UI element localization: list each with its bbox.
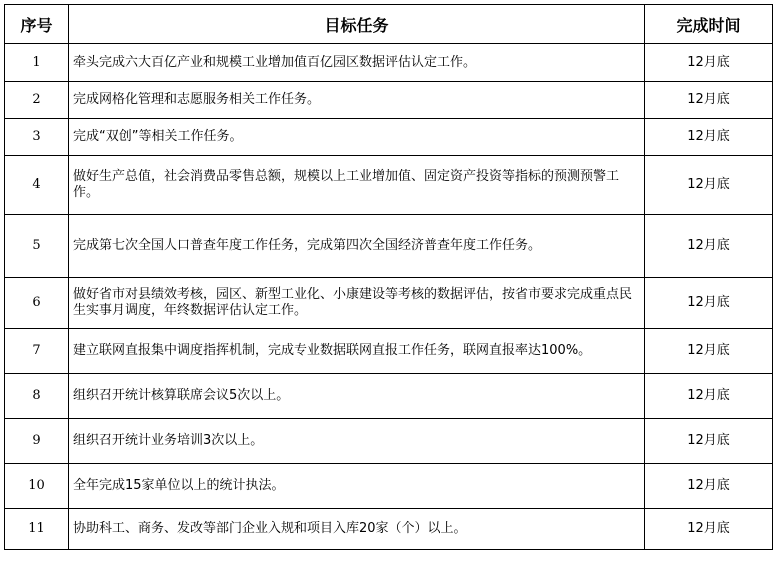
- row-number: 7: [5, 329, 69, 374]
- table-row: [5, 119, 773, 156]
- row-task: 完成“双创”等相关工作任务。: [69, 119, 645, 156]
- header-task: 目标任务: [69, 5, 645, 44]
- row-number: 10: [5, 464, 69, 509]
- row-number: 4: [5, 156, 69, 215]
- table-row: [5, 509, 773, 550]
- row-task: 做好生产总值，社会消费品零售总额，规模以上工业增加值、固定资产投资等指标的预测预警工作。: [69, 156, 645, 215]
- row-task: 建立联网直报集中调度指挥机制，完成专业数据联网直报工作任务，联网直报率达100%。: [69, 329, 645, 374]
- table-row: [5, 156, 773, 215]
- table-row: [5, 215, 773, 278]
- row-task: 完成网格化管理和志愿服务相关工作任务。: [69, 82, 645, 119]
- row-task: 组织召开统计业务培训3次以上。: [69, 419, 645, 464]
- table-row: [5, 44, 773, 82]
- header-number: 序号: [5, 5, 69, 44]
- row-task: 协助科工、商务、发改等部门企业入规和项目入库20家（个）以上。: [69, 509, 645, 550]
- table-row: [5, 329, 773, 374]
- row-task: 组织召开统计核算联席会议5次以上。: [69, 374, 645, 419]
- row-task: 全年完成15家单位以上的统计执法。: [69, 464, 645, 509]
- row-number: 9: [5, 419, 69, 464]
- row-number: 3: [5, 119, 69, 156]
- row-deadline: 12月底: [645, 329, 773, 374]
- row-number: 5: [5, 215, 69, 278]
- row-task: 完成第七次全国人口普查年度工作任务，完成第四次全国经济普查年度工作任务。: [69, 215, 645, 278]
- table-header: [5, 5, 773, 44]
- row-number: 6: [5, 278, 69, 329]
- table-row: [5, 278, 773, 329]
- table-row: [5, 82, 773, 119]
- table-row: [5, 419, 773, 464]
- header-deadline: 完成时间: [645, 5, 773, 44]
- row-deadline: 12月底: [645, 44, 773, 82]
- row-deadline: 12月底: [645, 119, 773, 156]
- row-task: 牵头完成六大百亿产业和规模工业增加值百亿园区数据评估认定工作。: [69, 44, 645, 82]
- table-row: [5, 374, 773, 419]
- row-deadline: 12月底: [645, 509, 773, 550]
- row-number: 2: [5, 82, 69, 119]
- row-deadline: 12月底: [645, 374, 773, 419]
- row-number: 11: [5, 509, 69, 550]
- header-row: [5, 5, 773, 44]
- row-deadline: 12月底: [645, 464, 773, 509]
- row-deadline: 12月底: [645, 82, 773, 119]
- row-number: 8: [5, 374, 69, 419]
- row-deadline: 12月底: [645, 419, 773, 464]
- row-deadline: 12月底: [645, 156, 773, 215]
- row-task: 做好省市对县绩效考核，园区、新型工业化、小康建设等考核的数据评估，按省市要求完成重点民生实事月调度，年终数据评估认定工作。: [69, 278, 645, 329]
- table-body: [5, 44, 773, 550]
- task-table: [4, 4, 773, 550]
- row-deadline: 12月底: [645, 215, 773, 278]
- table-row: [5, 464, 773, 509]
- row-number: 1: [5, 44, 69, 82]
- row-deadline: 12月底: [645, 278, 773, 329]
